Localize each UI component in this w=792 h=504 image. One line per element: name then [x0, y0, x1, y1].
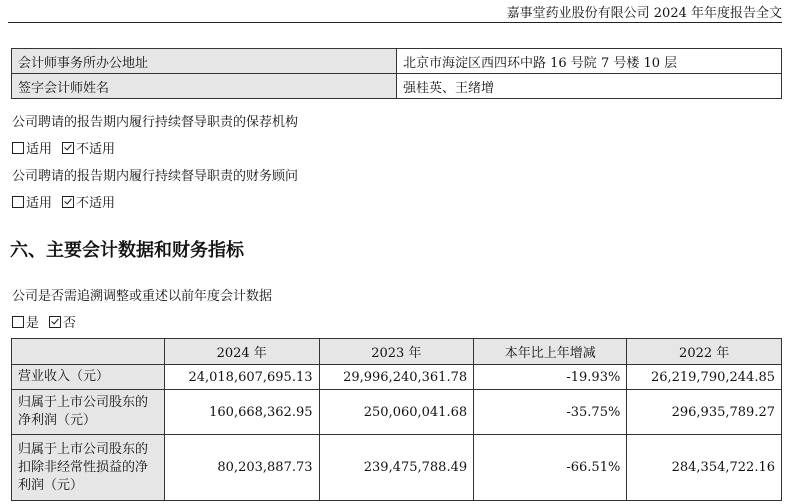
advisor-question: 公司聘请的报告期内履行持续督导职责的财务顾问	[12, 169, 299, 184]
sponsor-option-no: 不适用	[76, 142, 116, 157]
auditor-address-value: 北京市海淀区西四环中路 16 号院 7 号楼 10 层	[397, 49, 782, 74]
row-label: 营业收入（元）	[12, 365, 165, 390]
restate-option-no: 否	[63, 316, 77, 331]
sponsor-question: 公司聘请的报告期内履行持续督导职责的保荐机构	[12, 115, 299, 130]
advisor-options	[12, 192, 115, 211]
cell-value: 250,060,041.68	[319, 390, 474, 435]
financial-indicators-table	[11, 338, 782, 501]
restate-options	[12, 312, 76, 331]
cell-value: -19.93%	[474, 365, 627, 390]
auditor-info-table	[11, 48, 782, 99]
cell-value: -66.51%	[474, 435, 627, 501]
advisor-option-no: 不适用	[76, 196, 116, 211]
section-heading: 六、主要会计数据和财务指标	[10, 240, 244, 261]
row-label: 归属于上市公司股东的净利润（元）	[12, 390, 165, 435]
table-row	[12, 74, 782, 99]
checkbox-checked-icon[interactable]	[62, 142, 74, 154]
cell-value: 296,935,789.27	[627, 390, 782, 435]
table-row	[12, 435, 782, 501]
column-header	[12, 339, 165, 365]
auditor-names-value: 强桂英、王绪增	[397, 74, 782, 99]
checkbox-unchecked-icon[interactable]	[12, 142, 24, 154]
auditor-address-label: 会计师事务所办公地址	[12, 49, 397, 74]
column-header-2023: 2023 年	[319, 339, 474, 365]
restate-question: 公司是否需追溯调整或重述以前年度会计数据	[12, 289, 273, 304]
cell-value: 160,668,362.95	[164, 390, 319, 435]
cell-value: 26,219,790,244.85	[627, 365, 782, 390]
cell-value: 284,354,722.16	[627, 435, 782, 501]
page-header	[8, 0, 782, 23]
column-header-change: 本年比上年增减	[474, 339, 627, 365]
cell-value: 239,475,788.49	[319, 435, 474, 501]
sponsor-options	[12, 138, 115, 157]
table-row	[12, 390, 782, 435]
report-title: 嘉事堂药业股份有限公司 2024 年年度报告全文	[506, 6, 782, 21]
table-header-row	[12, 339, 782, 365]
auditor-names-label: 签字会计师姓名	[12, 74, 397, 99]
cell-value: -35.75%	[474, 390, 627, 435]
cell-value: 29,996,240,361.78	[319, 365, 474, 390]
cell-value: 80,203,887.73	[164, 435, 319, 501]
row-label: 归属于上市公司股东的扣除非经常性损益的净利润（元）	[12, 435, 165, 501]
table-row	[12, 49, 782, 74]
checkbox-checked-icon[interactable]	[62, 196, 74, 208]
advisor-option-yes: 适用	[26, 196, 53, 211]
checkbox-unchecked-icon[interactable]	[12, 196, 24, 208]
checkbox-checked-icon[interactable]	[49, 316, 61, 328]
column-header-2024: 2024 年	[164, 339, 319, 365]
restate-option-yes: 是	[26, 316, 40, 331]
table-row	[12, 365, 782, 390]
checkbox-unchecked-icon[interactable]	[12, 316, 24, 328]
column-header-2022: 2022 年	[627, 339, 782, 365]
cell-value: 24,018,607,695.13	[164, 365, 319, 390]
sponsor-option-yes: 适用	[26, 142, 53, 157]
